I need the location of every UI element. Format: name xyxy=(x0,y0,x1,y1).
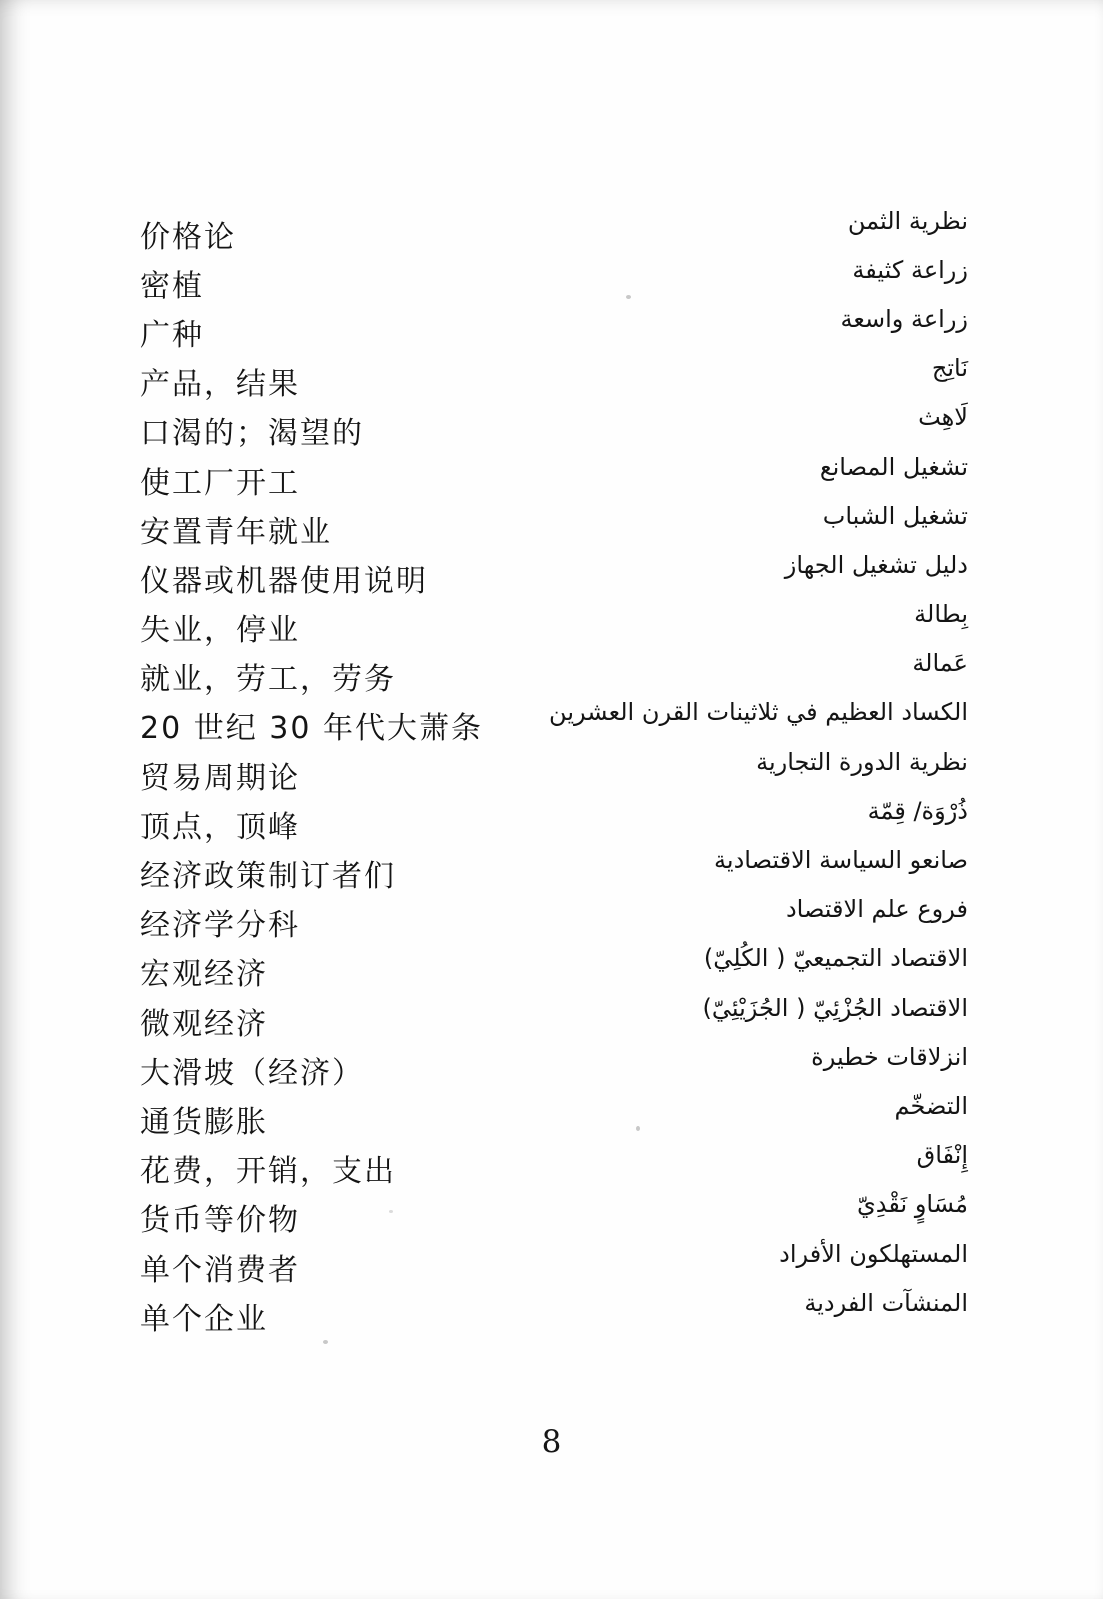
glossary-entry xyxy=(140,1043,968,1092)
entry-ar: تشغيل الشباب xyxy=(822,501,968,530)
glossary-entry xyxy=(140,256,968,305)
glossary-entry xyxy=(140,551,968,600)
glossary-entry xyxy=(140,896,968,945)
entry-zh: 大滑坡（经济） xyxy=(140,1055,364,1091)
entry-ar: المنشآت الفردية xyxy=(804,1288,968,1317)
glossary-list xyxy=(140,207,968,1338)
glossary-entry xyxy=(140,502,968,551)
scan-speck xyxy=(626,295,631,299)
entry-ar: بِطالة xyxy=(914,600,968,629)
entry-zh: 安置青年就业 xyxy=(140,514,332,550)
entry-zh: 仪器或机器使用说明 xyxy=(140,563,428,599)
entry-zh: 宏观经济 xyxy=(140,957,268,993)
glossary-entry xyxy=(140,1240,968,1289)
glossary-entry xyxy=(140,846,968,895)
entry-zh: 通货膨胀 xyxy=(140,1104,268,1140)
entry-zh: 就业，劳工，劳务 xyxy=(140,662,396,698)
entry-zh: 广种 xyxy=(140,317,204,353)
entry-zh: 货币等价物 xyxy=(140,1203,300,1239)
entry-ar: صانعو السياسة الاقتصادية xyxy=(714,846,968,875)
entry-zh: 口渴的；渴望的 xyxy=(140,416,364,452)
glossary-entry xyxy=(140,453,968,502)
entry-zh: 价格论 xyxy=(140,219,236,255)
entry-ar: الاقتصاد الجُزْئِيّ ( الجُزَيْئِيّ) xyxy=(702,993,968,1022)
glossary-entry xyxy=(140,601,968,650)
entry-ar: عَمالة xyxy=(912,649,968,678)
entry-ar: مُسَاوٍ نَقْدِيّ xyxy=(857,1190,968,1219)
entry-zh: 失业，停业 xyxy=(140,613,300,649)
entry-ar: ذُرْوَة/ قِمّة xyxy=(867,796,968,825)
glossary-entry xyxy=(140,355,968,404)
glossary-entry xyxy=(140,305,968,354)
entry-zh: 贸易周期论 xyxy=(140,760,300,796)
entry-zh: 单个消费者 xyxy=(140,1252,300,1288)
entry-zh: 微观经济 xyxy=(140,1006,268,1042)
entry-ar: لَاهِث xyxy=(918,403,968,432)
entry-zh: 花费，开销，支出 xyxy=(140,1154,396,1190)
glossary-entry xyxy=(140,797,968,846)
entry-ar: تشغيل المصانع xyxy=(819,452,968,481)
entry-zh: 产品，结果 xyxy=(140,367,300,403)
entry-ar: الاقتصاد التجميعيّ ( الكُلِيّ) xyxy=(703,944,968,973)
entry-zh: 20 世纪 30 年代大萧条 xyxy=(140,711,483,747)
entry-zh: 顶点，顶峰 xyxy=(140,809,300,845)
glossary-entry xyxy=(140,748,968,797)
glossary-entry xyxy=(140,404,968,453)
glossary-entry xyxy=(140,994,968,1043)
glossary-entry xyxy=(140,945,968,994)
glossary-entry xyxy=(140,1191,968,1240)
glossary-entry xyxy=(140,650,968,699)
entry-ar: فروع علم الاقتصاد xyxy=(785,895,968,924)
glossary-entry xyxy=(140,1142,968,1191)
entry-zh: 单个企业 xyxy=(140,1301,268,1337)
scan-speck xyxy=(323,1340,328,1344)
entry-ar: زراعة كثيفة xyxy=(852,255,968,284)
glossary-entry xyxy=(140,207,968,256)
entry-ar: دليل تشغيل الجهاز xyxy=(784,550,968,579)
entry-ar: نظرية الدورة التجارية xyxy=(756,747,968,776)
entry-zh: 使工厂开工 xyxy=(140,465,300,501)
entry-ar: إِنْفَاق xyxy=(916,1141,968,1170)
entry-ar: نَاتِج xyxy=(931,354,968,383)
entry-ar: المستهلكون الأفراد xyxy=(779,1239,968,1268)
entry-ar: الكساد العظيم في ثلاثينات القرن العشرين xyxy=(549,698,968,727)
scan-speck xyxy=(636,1126,640,1131)
entry-ar: زراعة واسعة xyxy=(840,304,968,333)
entry-zh: 密植 xyxy=(140,268,204,304)
entry-zh: 经济政策制订者们 xyxy=(140,859,396,895)
glossary-entry xyxy=(140,1289,968,1338)
entry-ar: التضخّم xyxy=(894,1091,968,1120)
glossary-entry xyxy=(140,1092,968,1141)
entry-zh: 经济学分科 xyxy=(140,908,300,944)
glossary-entry xyxy=(140,699,968,748)
page-number: 8 xyxy=(541,1424,562,1460)
entry-ar: نظرية الثمن xyxy=(847,206,968,235)
scan-speck xyxy=(389,1210,393,1213)
entry-ar: انزلاقات خطيرة xyxy=(811,1042,968,1071)
